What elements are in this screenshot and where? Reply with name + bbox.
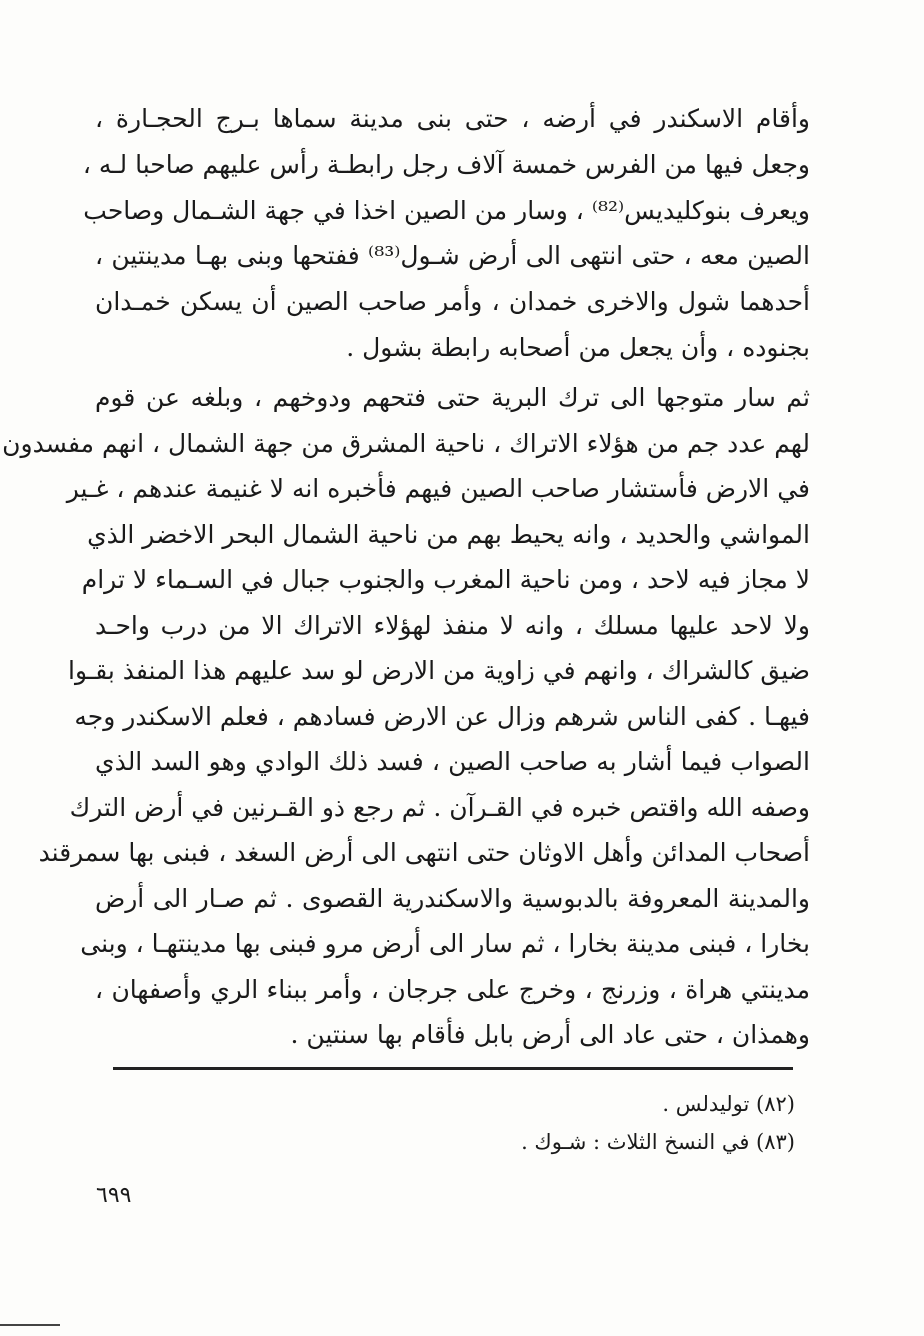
text-line: بخارا ، فبنى مدينة بخارا ، ثم سار الى أرض مرو فبنى بها مدينتهـا ، وبنى [80, 929, 810, 958]
text-line: الصواب فيما أشار به صاحب الصين ، فسد ذلك الوادي وهو السد الذي [95, 747, 810, 776]
text-line: وأقام الاسكندر في أرضه ، حتى بنى مدينة سماها بـرج الحجـارة ، [95, 104, 811, 133]
text-line: بجنوده ، وأن يجعل من أصحابه رابطة بشول . [346, 332, 810, 362]
footnotes [95, 1085, 795, 1161]
footnote-divider [113, 1067, 793, 1070]
text-line: وهمذان ، حتى عاد الى أرض بابل فأقام بها سنتين . [290, 1020, 810, 1049]
paragraph-2 [2, 375, 810, 1058]
footnote-83: (٨٣) في النسخ الثلاث : شـوك . [521, 1130, 795, 1154]
text-line: والمدينة المعروفة بالدبوسية والاسكندرية القصوى . ثم صـار الى أرض [95, 883, 810, 913]
text-line: ويعرف بنوكليديس⁽⁸²⁾ ، وسار من الصين اخذا في جهة الشـمال وصاحب [83, 195, 810, 225]
text-line: المواشي والحديد ، وانه يحيط بهم من ناحية الشمال البحر الاخضر الذي [87, 519, 810, 549]
text-line: الصين معه ، حتى انتهى الى أرض شـول⁽⁸³⁾ ففتحها وبنى بهـا مدينتين ، [95, 241, 810, 271]
paragraph-1 [82, 96, 811, 371]
text-line: وصفه الله واقتص خبره في القـرآن . ثم رجع ذو القـرنين في أرض الترك [69, 792, 810, 822]
text-line: مدينتي هراة ، وزرنج ، وخرج على جرجان ، وأمر ببناء الري وأصفهان ، [95, 974, 810, 1004]
text-line: لهم عدد جم من هؤلاء الاتراك ، ناحية المشرق من جهة الشمال ، انهم مفسدون [2, 428, 810, 458]
scan-edge-mark [0, 1324, 60, 1326]
text-line: ثم سار متوجها الى ترك البرية حتى فتحهم ودوخهم ، وبلغه عن قوم [95, 383, 810, 412]
footnote-82: (٨٢) توليدلس . [662, 1092, 795, 1116]
text-line: في الارض فأستشار صاحب الصين فيهم فأخبره انه لا غنيمة عندهم ، غـير [66, 474, 810, 503]
text-line: وجعل فيها من الفرس خمسة آلاف رجل رابطـة رأس عليهم صاحبا لـه ، [82, 149, 810, 179]
text-line: أصحاب المدائن وأهل الاوثان حتى انتهى الى أرض السغد ، فبنى بها سمرقند [38, 838, 810, 867]
page-number: ٦٩٩ [96, 1183, 132, 1208]
text-line: أحدهما شول والاخرى خمدان ، وأمر صاحب الصين أن يسكن خمـدان [95, 287, 810, 317]
text-line: فيهـا . كفى الناس شرهم وزال عن الارض فسادهم ، فعلم الاسكندر وجه [74, 701, 810, 731]
text-line: ولا لاحد عليها مسلك ، وانه لا منفذ لهؤلاء الاتراك الا من درب واحـد [95, 610, 810, 640]
text-line: ضيق كالشراك ، وانهم في زاوية من الارض لو سد عليهم هذا المنفذ بقـوا [68, 656, 810, 685]
text-line: لا مجاز فيه لاحد ، ومن ناحية المغرب والجنوب جبال في السـماء لا ترام [81, 565, 810, 594]
